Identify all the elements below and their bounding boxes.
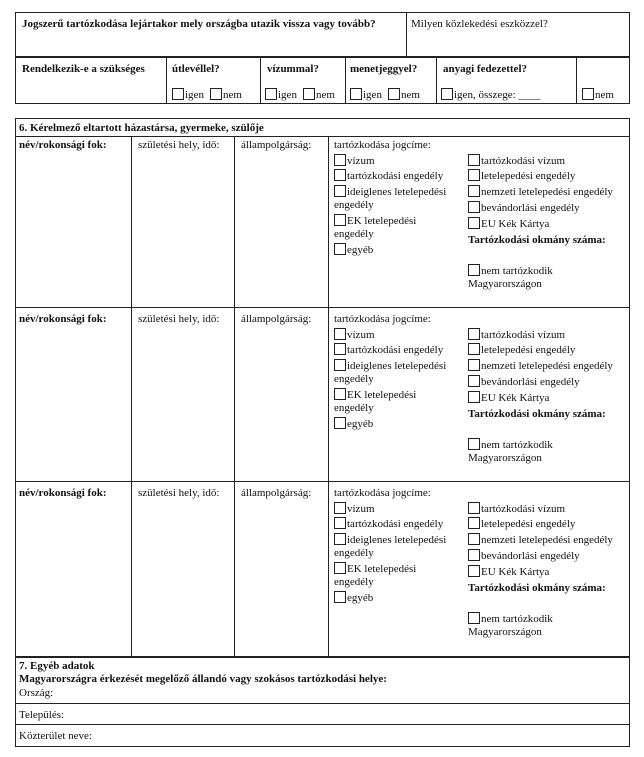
funds-yes-amount-option[interactable]: igen, összege: ____ <box>441 88 540 102</box>
option-residence-visa[interactable]: tartózkodási vízum <box>468 328 565 342</box>
birth-place-date-label: születési hely, idő: <box>138 139 220 151</box>
birth-place-date-label: születési hely, idő: <box>138 487 220 499</box>
passport-no-option[interactable]: nem <box>210 88 242 102</box>
divider <box>328 136 329 657</box>
checkbox[interactable] <box>334 562 346 574</box>
checkbox[interactable] <box>334 591 346 603</box>
return-country-question: Jogszerű tartózkodása lejártakor mely országba utazik vissza vagy tovább? <box>22 18 376 30</box>
checkbox[interactable] <box>388 88 400 100</box>
option-other[interactable]: egyéb <box>334 417 373 431</box>
citizenship-label: állampolgárság: <box>241 139 312 151</box>
option-ek-settlement[interactable]: EK letelepedési engedély <box>334 563 417 588</box>
checkbox[interactable] <box>334 214 346 226</box>
checkbox[interactable] <box>334 517 346 529</box>
option-eu-blue-card[interactable]: EU Kék Kártya <box>468 217 549 231</box>
checkbox[interactable] <box>468 217 480 229</box>
checkbox[interactable] <box>334 154 346 166</box>
country-field-label[interactable]: Ország: <box>19 687 54 699</box>
option-not-in-hungary[interactable]: nem tartózkodik Magyarországon <box>468 265 553 290</box>
divider <box>131 136 132 657</box>
checkbox[interactable] <box>334 243 346 255</box>
citizenship-label: állampolgárság: <box>241 487 312 499</box>
checkbox[interactable] <box>334 533 346 545</box>
option-residence-visa[interactable]: tartózkodási vízum <box>468 502 565 516</box>
section-7-subtitle: Magyarországra érkezését megelőző állandó vagy szokásos tartózkodási helye: <box>19 673 387 685</box>
option-national-settlement[interactable]: nemzeti letelepedési engedély <box>468 185 613 199</box>
divider <box>436 57 437 104</box>
residence-basis-label: tartózkodása jogcíme: <box>334 487 431 499</box>
checkbox[interactable] <box>468 154 480 166</box>
passport-label: útlevéllel? <box>172 63 220 75</box>
option-other[interactable]: egyéb <box>334 243 373 257</box>
option-visa[interactable]: vízum <box>334 502 375 516</box>
checkbox[interactable] <box>468 549 480 561</box>
option-immigration-permit[interactable]: bevándorlási engedély <box>468 201 580 215</box>
divider <box>15 307 630 308</box>
checkbox[interactable] <box>334 328 346 340</box>
document-number-label: Tartózkodási okmány száma: <box>468 582 606 594</box>
ticket-yes-option[interactable]: igen <box>350 88 382 102</box>
divider <box>15 724 630 725</box>
checkbox[interactable] <box>468 169 480 181</box>
option-residence-permit[interactable]: tartózkodási engedély <box>334 169 443 183</box>
checkbox[interactable] <box>468 328 480 340</box>
birth-place-date-label: születési hely, idő: <box>138 313 220 325</box>
checkbox[interactable] <box>468 264 480 276</box>
visa-no-option[interactable]: nem <box>303 88 335 102</box>
option-national-settlement[interactable]: nemzeti letelepedési engedély <box>468 533 613 547</box>
funds-no-option[interactable]: nem <box>582 88 614 102</box>
option-settlement-permit[interactable]: letelepedési engedély <box>468 169 575 183</box>
option-temporary-settlement[interactable]: ideiglenes letelepedési engedély <box>334 186 447 211</box>
option-eu-blue-card[interactable]: EU Kék Kártya <box>468 565 549 579</box>
divider <box>234 136 235 657</box>
checkbox[interactable] <box>334 185 346 197</box>
option-immigration-permit[interactable]: bevándorlási engedély <box>468 549 580 563</box>
name-relation-label: név/rokonsági fok: <box>19 313 107 325</box>
option-ek-settlement[interactable]: EK letelepedési engedély <box>334 215 417 240</box>
option-not-in-hungary[interactable]: nem tartózkodik Magyarországon <box>468 613 553 638</box>
citizenship-label: állampolgárság: <box>241 313 312 325</box>
checkbox[interactable] <box>334 417 346 429</box>
checkbox[interactable] <box>334 343 346 355</box>
option-temporary-settlement[interactable]: ideiglenes letelepedési engedély <box>334 360 447 385</box>
section-7-title: 7. Egyéb adatok <box>19 660 95 672</box>
checkbox[interactable] <box>334 359 346 371</box>
checkbox[interactable] <box>468 517 480 529</box>
section-6-title: 6. Kérelmező eltartott házastársa, gyermeke, szülője <box>19 122 264 134</box>
divider <box>166 57 167 104</box>
residence-basis-label: tartózkodása jogcíme: <box>334 313 431 325</box>
divider <box>15 136 630 137</box>
checkbox[interactable] <box>303 88 315 100</box>
checkbox[interactable] <box>468 533 480 545</box>
visa-label: vízummal? <box>267 63 319 75</box>
checkbox[interactable] <box>468 438 480 450</box>
settlement-field-label[interactable]: Település: <box>19 709 65 721</box>
divider <box>260 57 261 104</box>
option-visa[interactable]: vízum <box>334 328 375 342</box>
option-settlement-permit[interactable]: letelepedési engedély <box>468 517 575 531</box>
requirements-label: Rendelkezik-e a szükséges <box>22 63 145 75</box>
option-residence-permit[interactable]: tartózkodási engedély <box>334 343 443 357</box>
transport-question: Milyen közlekedési eszközzel? <box>411 18 548 30</box>
checkbox[interactable] <box>265 88 277 100</box>
residence-basis-label: tartózkodása jogcíme: <box>334 139 431 151</box>
checkbox[interactable] <box>468 201 480 213</box>
option-not-in-hungary[interactable]: nem tartózkodik Magyarországon <box>468 439 553 464</box>
option-residence-visa[interactable]: tartózkodási vízum <box>468 154 565 168</box>
option-national-settlement[interactable]: nemzeti letelepedési engedély <box>468 359 613 373</box>
checkbox[interactable] <box>441 88 453 100</box>
option-ek-settlement[interactable]: EK letelepedési engedély <box>334 389 417 414</box>
name-relation-label: név/rokonsági fok: <box>19 139 107 151</box>
option-eu-blue-card[interactable]: EU Kék Kártya <box>468 391 549 405</box>
checkbox[interactable] <box>334 502 346 514</box>
document-number-label: Tartózkodási okmány száma: <box>468 408 606 420</box>
funds-label: anyagi fedezettel? <box>443 63 527 75</box>
checkbox[interactable] <box>334 169 346 181</box>
ticket-label: menetjeggyel? <box>350 63 418 75</box>
checkbox[interactable] <box>468 391 480 403</box>
option-residence-permit[interactable]: tartózkodási engedély <box>334 517 443 531</box>
divider <box>15 703 630 704</box>
checkbox[interactable] <box>350 88 362 100</box>
checkbox[interactable] <box>334 388 346 400</box>
ticket-no-option[interactable]: nem <box>388 88 420 102</box>
checkbox[interactable] <box>468 612 480 624</box>
passport-yes-option[interactable]: igen <box>172 88 204 102</box>
visa-yes-option[interactable]: igen <box>265 88 297 102</box>
option-settlement-permit[interactable]: letelepedési engedély <box>468 343 575 357</box>
divider <box>576 57 577 104</box>
document-number-label: Tartózkodási okmány száma: <box>468 234 606 246</box>
checkbox[interactable] <box>468 502 480 514</box>
option-visa[interactable]: vízum <box>334 154 375 168</box>
divider <box>15 481 630 482</box>
checkbox[interactable] <box>172 88 184 100</box>
street-name-field-label[interactable]: Közterület neve: <box>19 730 92 742</box>
option-temporary-settlement[interactable]: ideiglenes letelepedési engedély <box>334 534 447 559</box>
checkbox[interactable] <box>468 565 480 577</box>
checkbox[interactable] <box>468 375 480 387</box>
divider <box>406 12 407 57</box>
option-immigration-permit[interactable]: bevándorlási engedély <box>468 375 580 389</box>
checkbox[interactable] <box>210 88 222 100</box>
name-relation-label: név/rokonsági fok: <box>19 487 107 499</box>
checkbox[interactable] <box>468 343 480 355</box>
checkbox[interactable] <box>468 359 480 371</box>
checkbox[interactable] <box>582 88 594 100</box>
section-7-box <box>15 657 630 747</box>
divider <box>345 57 346 104</box>
checkbox[interactable] <box>468 185 480 197</box>
option-other[interactable]: egyéb <box>334 591 373 605</box>
